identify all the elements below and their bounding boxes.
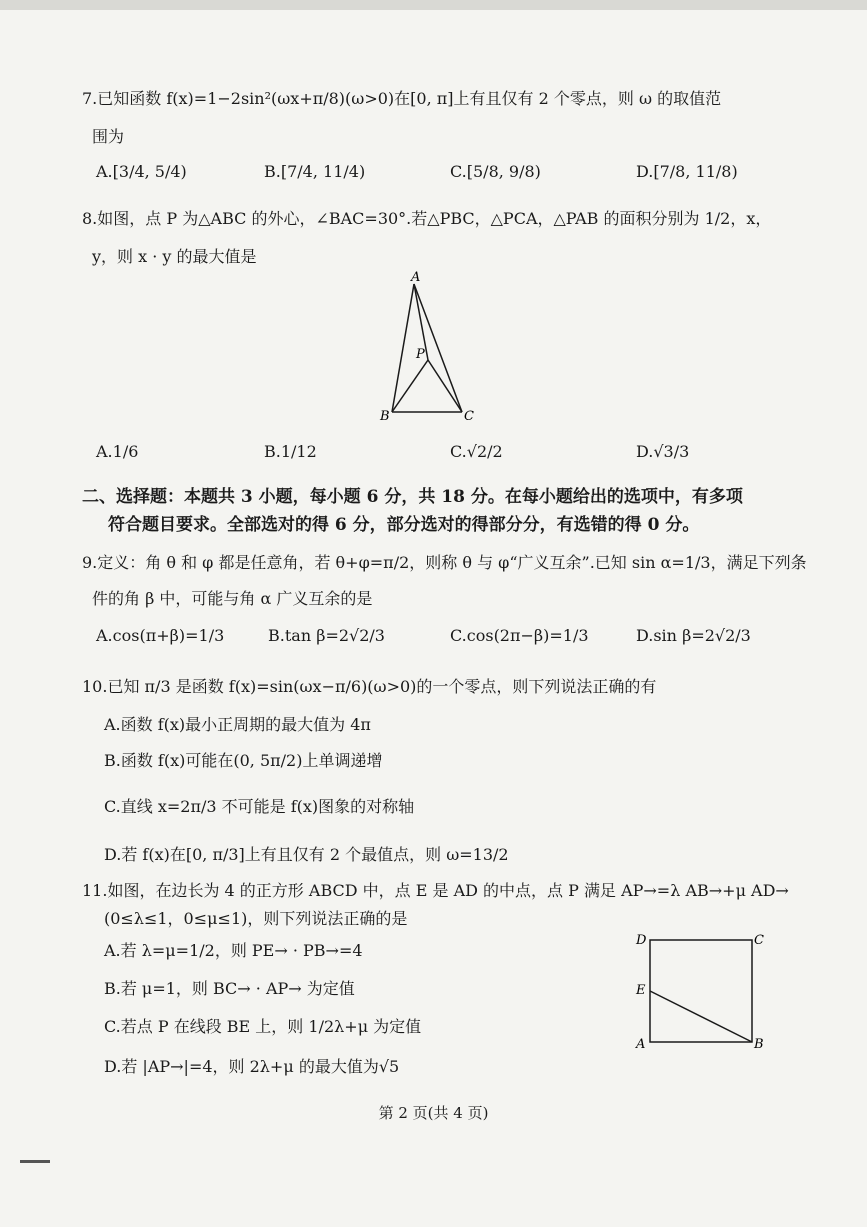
q7-stem-line1: 7.已知函数 f(x)=1−2sin²(ωx+π/8)(ω>0)在[0, π]上有且仅有 2 个零点，则 ω 的取值范 (82, 89, 722, 108)
scan-edge (0, 0, 867, 10)
segment-pb (392, 360, 428, 412)
label-a: A (411, 270, 421, 285)
q9-stem-line2: 件的角 β 中，可能与角 α 广义互余的是 (92, 589, 373, 608)
q10-option-b: B.函数 f(x)可能在(0, 5π/2)上单调递增 (104, 751, 383, 770)
q11-option-d: D.若 |AP→|=4，则 2λ+μ 的最大值为√5 (104, 1057, 400, 1076)
q11-option-b: B.若 μ=1，则 BC→ · AP→ 为定值 (104, 979, 355, 998)
q7-option-d: D.[7/8, 11/8) (636, 162, 738, 181)
q7-option-a: A.[3/4, 5/4) (96, 162, 187, 181)
q7-stem-line2: 围为 (92, 127, 125, 146)
segment-eb (650, 991, 752, 1042)
label-c: C (754, 933, 764, 948)
q7-option-c: C.[5/8, 9/8) (450, 162, 541, 181)
q8-option-d: D.√3/3 (636, 442, 690, 461)
label-p: P (416, 347, 425, 362)
q10-stem: 10.已知 π/3 是函数 f(x)=sin(ωx−π/6)(ω>0)的一个零点，则下列说法正确的有 (82, 677, 657, 696)
q9-option-d: D.sin β=2√2/3 (636, 626, 751, 645)
q11-option-c: C.若点 P 在线段 BE 上，则 1/2λ+μ 为定值 (104, 1017, 422, 1036)
q11-stem-line1: 11.如图，在边长为 4 的正方形 ABCD 中，点 E 是 AD 的中点，点 P 满足 AP→=λ AB→+μ AD→ (82, 881, 789, 900)
q8-stem-line1: 8.如图，点 P 为△ABC 的外心，∠BAC=30°.若△PBC，△PCA，△PAB 的面积分别为 1/2，x， (82, 209, 772, 228)
edge-ab (392, 284, 414, 412)
q8-stem-line2: y，则 x · y 的最大值是 (92, 247, 257, 266)
scan-mark (20, 1160, 50, 1163)
triangle-figure (370, 268, 490, 428)
q9-stem-line1: 9.定义：角 θ 和 φ 都是任意角，若 θ+φ=π/2，则称 θ 与 φ“广义互余”.已知 sin α=1/3，满足下列条 (82, 553, 807, 572)
q11-stem-line2: (0≤λ≤1，0≤μ≤1)，则下列说法正确的是 (104, 909, 408, 928)
section2-heading-line1: 二、选择题：本题共 3 小题，每小题 6 分，共 18 分。在每小题给出的选项中，有多项 (82, 487, 743, 507)
q8-option-c: C.√2/2 (450, 442, 503, 461)
q9-option-c: C.cos(2π−β)=1/3 (450, 626, 589, 645)
q9-option-a: A.cos(π+β)=1/3 (96, 626, 225, 645)
q7-option-b: B.[7/4, 11/4) (264, 162, 366, 181)
section2-heading-line2: 符合题目要求。全部选对的得 6 分，部分选对的得部分分，有选错的得 0 分。 (108, 515, 700, 535)
label-c: C (464, 409, 474, 424)
q10-option-d: D.若 f(x)在[0, π/3]上有且仅有 2 个最值点，则 ω=13/2 (104, 845, 509, 864)
page-number-footer: 第 2 页(共 4 页) (378, 1104, 489, 1122)
label-d: D (636, 933, 647, 948)
label-b: B (380, 409, 390, 424)
q11-option-a: A.若 λ=μ=1/2，则 PE→ · PB→=4 (104, 941, 363, 960)
q10-option-a: A.函数 f(x)最小正周期的最大值为 4π (104, 715, 371, 734)
q10-option-c: C.直线 x=2π/3 不可能是 f(x)图象的对称轴 (104, 797, 415, 816)
square-abcd (650, 940, 752, 1042)
square-figure (630, 928, 770, 1054)
label-b: B (754, 1037, 764, 1052)
label-a: A (636, 1037, 646, 1052)
q9-option-b: B.tan β=2√2/3 (268, 626, 385, 645)
q8-option-b: B.1/12 (264, 442, 317, 461)
label-e: E (636, 983, 646, 998)
q8-option-a: A.1/6 (96, 442, 139, 461)
